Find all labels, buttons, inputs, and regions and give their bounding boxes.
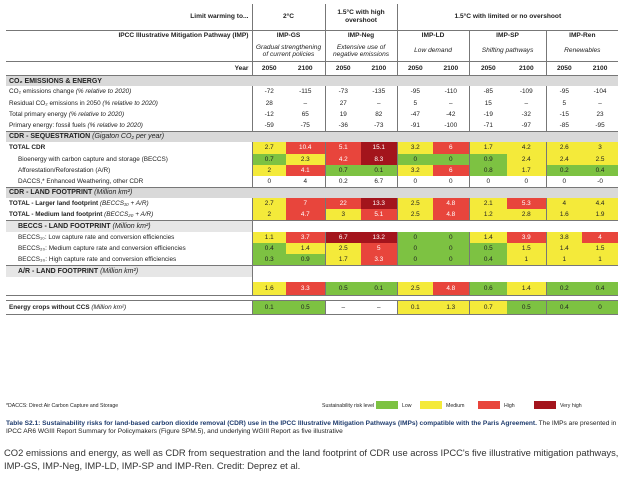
value-cell: 0 xyxy=(397,243,433,254)
value-cell: -42 xyxy=(446,110,456,118)
value-cell: 4.8 xyxy=(433,209,469,220)
value-cell: 4.2 xyxy=(507,142,546,153)
group-1-5c-high-overshoot: 1.5°C with high overshoot xyxy=(325,4,397,30)
row-label: TOTAL - Larger land footprint (BECCS₁₀ + A/R) xyxy=(9,200,149,208)
year-header: 2100 xyxy=(507,61,546,75)
value-cell: 0.8 xyxy=(469,165,507,176)
value-cell: 1.5 xyxy=(582,243,618,254)
value-cell: -75 xyxy=(300,121,310,129)
value-cell: 1 xyxy=(582,254,618,265)
value-cell: 3.7 xyxy=(286,232,325,243)
value-cell: 0 xyxy=(469,176,507,187)
group-2c: 2°C xyxy=(252,4,325,30)
pathway-desc: Low demand xyxy=(397,41,469,61)
value-cell: 2.5 xyxy=(397,198,433,209)
pathway-desc: Renewables xyxy=(546,41,618,61)
year-header: 2050 xyxy=(546,61,582,75)
legend-swatch-medium xyxy=(420,401,442,409)
value-cell: 6.7 xyxy=(374,177,384,185)
value-cell: 0 xyxy=(397,176,433,187)
legend-title: Sustainability risk level xyxy=(322,403,375,409)
pathway-desc: Extensive use of negative emissions xyxy=(325,41,397,61)
value-cell: 0.2 xyxy=(325,176,361,187)
pathway-desc: Shifting pathways xyxy=(469,41,546,61)
value-cell: 1.2 xyxy=(469,209,507,220)
value-cell: 2.5 xyxy=(325,243,361,254)
row-label: Total primary energy (% relative to 2020) xyxy=(9,110,125,118)
value-cell: 65 xyxy=(301,110,309,118)
legend-label-low: Low xyxy=(402,403,412,409)
value-cell: 0 xyxy=(397,232,433,243)
value-cell: 2.5 xyxy=(397,209,433,220)
value-cell: 0 xyxy=(546,176,582,187)
value-cell: -19 xyxy=(469,109,507,120)
pathway-desc: Gradual strengthening of current policies xyxy=(252,41,325,61)
value-cell: 8.3 xyxy=(361,154,397,165)
value-cell: 6 xyxy=(433,142,469,153)
value-cell: 0 xyxy=(397,254,433,265)
value-cell: 1.4 xyxy=(546,243,582,254)
value-cell: 2.8 xyxy=(507,209,546,220)
pathway-imp-neg: IMP-Neg xyxy=(325,30,397,41)
risk-table xyxy=(6,4,618,315)
value-cell: 5.1 xyxy=(361,209,397,220)
year-label: Year xyxy=(6,61,252,75)
value-cell: 5.1 xyxy=(325,142,361,153)
legend-swatch-high xyxy=(478,401,500,409)
value-cell: 0.4 xyxy=(582,165,618,176)
value-cell: 19 xyxy=(325,109,361,120)
section-beccs-land-footprint: BECCS - LAND FOOTPRINT (Million km²) xyxy=(6,221,252,232)
value-cell: – xyxy=(598,99,602,107)
value-cell: 2.4 xyxy=(546,154,582,165)
value-cell: 2.1 xyxy=(469,198,507,209)
row-label: DACCS,* Enhanced Weathering, other CDR xyxy=(18,177,144,185)
value-cell: 0.4 xyxy=(469,254,507,265)
value-cell: 1 xyxy=(507,254,546,265)
legend-label-high: High xyxy=(504,403,515,409)
value-cell: 5.3 xyxy=(507,198,546,209)
value-cell: 0 xyxy=(433,243,469,254)
value-cell: -72 xyxy=(252,86,286,97)
value-cell: -97 xyxy=(521,121,531,129)
limit-warming-label: Limit warming to... xyxy=(190,13,249,21)
risk-table-frame xyxy=(6,4,618,315)
value-cell: 7 xyxy=(286,198,325,209)
value-cell: 3.9 xyxy=(507,232,546,243)
value-cell: 4.7 xyxy=(286,209,325,220)
value-cell: -109 xyxy=(519,88,533,96)
value-cell: 5 xyxy=(397,98,433,109)
value-cell: 0.6 xyxy=(469,282,507,296)
value-cell: -73 xyxy=(325,86,361,97)
value-cell: 0.4 xyxy=(582,282,618,296)
row-label: Residual CO₂ emissions in 2050 (% relative to 2020) xyxy=(9,99,158,107)
value-cell: -95 xyxy=(397,86,433,97)
value-cell: -12 xyxy=(252,109,286,120)
value-cell: -47 xyxy=(397,109,433,120)
value-cell: 3.2 xyxy=(397,142,433,153)
value-cell: 0.3 xyxy=(252,254,286,265)
value-cell: 0.1 xyxy=(252,301,286,315)
value-cell: -95 xyxy=(546,86,582,97)
value-cell: -36 xyxy=(325,120,361,131)
value-cell: 1.7 xyxy=(469,142,507,153)
pathway-imp-gs: IMP-GS xyxy=(252,30,325,41)
value-cell: -110 xyxy=(444,88,457,96)
value-cell: 0.4 xyxy=(546,301,582,315)
value-cell: 0.7 xyxy=(469,301,507,315)
value-cell: 0.7 xyxy=(252,154,286,165)
value-cell: 15.1 xyxy=(361,142,397,153)
value-cell: 0.9 xyxy=(286,254,325,265)
caption-body: The IMPs are presented in IPCC AR6 WGIII Report Summary for Policymakers (Figure SPM.5), and underlying WGIII Report as five illustrative xyxy=(6,420,617,436)
value-cell: 0.9 xyxy=(469,154,507,165)
value-cell: -104 xyxy=(593,88,607,96)
pathway-label: IPCC Illustrative Mitigation Pathway (IMP) xyxy=(6,30,252,41)
value-cell: 4.2 xyxy=(325,154,361,165)
row-label: BECCS₁₀: Low capture rate and conversion efficiencies xyxy=(18,233,175,241)
value-cell: 10.4 xyxy=(286,142,325,153)
value-cell: 2 xyxy=(252,209,286,220)
value-cell: 1.7 xyxy=(325,254,361,265)
section-cdr-land-footprint: CDR - LAND FOOTPRINT (Million km²) xyxy=(6,187,618,198)
value-cell: -115 xyxy=(299,88,312,96)
year-header: 2050 xyxy=(469,61,507,75)
value-cell: 0.5 xyxy=(507,301,546,315)
value-cell: 1.4 xyxy=(507,282,546,296)
section-ar-land-footprint: A/R - LAND FOOTPRINT (Million km²) xyxy=(6,265,252,276)
row-label: Bioenergy with carbon capture and storage (BECCS) xyxy=(18,155,168,163)
row-label: Energy crops without CCS (Million km²) xyxy=(6,301,252,315)
value-cell: 0.5 xyxy=(286,301,325,315)
year-header: 2100 xyxy=(286,61,325,75)
value-cell: -32 xyxy=(521,110,531,118)
value-cell: 0.1 xyxy=(397,301,433,315)
value-cell: 82 xyxy=(375,110,383,118)
daccs-footnote: *DACCS: Direct Air Carbon Capture and Storage xyxy=(6,403,119,409)
value-cell: 0.7 xyxy=(325,165,361,176)
value-cell: 1.3 xyxy=(433,301,469,315)
value-cell: 0.1 xyxy=(361,282,397,296)
value-cell: 2.5 xyxy=(397,282,433,296)
pathway-imp-ren: IMP-Ren xyxy=(546,30,618,41)
value-cell: -71 xyxy=(469,120,507,131)
row-label: BECCS₂₀: Medium capture rate and conversion efficiencies xyxy=(18,245,186,253)
value-cell: – xyxy=(376,99,381,107)
row-label: Afforestation/Reforestation (A/R) xyxy=(18,166,111,174)
value-cell: 5 xyxy=(546,98,582,109)
caption-title: Table S2.1: Sustainability risks for land-based carbon dioxide removal (CDR) use in the IPCC Illustrative Mitigation Pathways (IMPs) compatible with the Paris Agreement. xyxy=(6,420,537,427)
value-cell: 0 xyxy=(433,232,469,243)
value-cell: – xyxy=(449,99,453,107)
legend-swatch-low xyxy=(376,401,398,409)
section-co2-energy: CO₂ EMISSIONS & ENERGY xyxy=(6,75,618,86)
value-cell: 22 xyxy=(325,198,361,209)
value-cell: 1.4 xyxy=(469,232,507,243)
value-cell: -73 xyxy=(374,121,384,129)
value-cell: 1.9 xyxy=(582,209,618,220)
value-cell: 13.3 xyxy=(361,198,397,209)
value-cell: 1.6 xyxy=(546,209,582,220)
value-cell: 3.3 xyxy=(361,254,397,265)
value-cell: 4.8 xyxy=(433,198,469,209)
value-cell: – xyxy=(325,301,361,315)
value-cell: 2.7 xyxy=(252,198,286,209)
year-header: 2050 xyxy=(397,61,433,75)
year-header: 2050 xyxy=(252,61,286,75)
value-cell: 0 xyxy=(433,254,469,265)
value-cell: 28 xyxy=(252,98,286,109)
legend-label-very-high: Very high xyxy=(560,403,582,409)
value-cell: 3 xyxy=(325,209,361,220)
value-cell: -91 xyxy=(397,120,433,131)
value-cell: 1.5 xyxy=(507,243,546,254)
value-cell: 5 xyxy=(361,243,397,254)
value-cell: 4.4 xyxy=(582,198,618,209)
value-cell: – xyxy=(524,99,529,107)
value-cell: 6.7 xyxy=(325,232,361,243)
value-cell: -0 xyxy=(597,177,603,185)
group-1-5c-limited-overshoot: 1.5°C with limited or no overshoot xyxy=(397,4,618,30)
row-label: TOTAL CDR xyxy=(9,144,46,152)
year-header: 2100 xyxy=(582,61,618,75)
value-cell: 0 xyxy=(524,177,529,185)
value-cell: 0.1 xyxy=(361,165,397,176)
value-cell: 2.7 xyxy=(252,142,286,153)
value-cell: 3.2 xyxy=(397,165,433,176)
value-cell: -135 xyxy=(372,88,386,96)
table-caption xyxy=(6,420,618,437)
year-header: 2100 xyxy=(433,61,469,75)
value-cell: -59 xyxy=(252,120,286,131)
value-cell: 1.4 xyxy=(286,243,325,254)
value-cell: -95 xyxy=(595,121,605,129)
row-label: TOTAL - Medium land footprint (BECCS₂₀ + A/R) xyxy=(9,211,154,219)
value-cell: 2.5 xyxy=(582,154,618,165)
value-cell: 0.5 xyxy=(469,243,507,254)
value-cell: 2.3 xyxy=(286,154,325,165)
value-cell: 0.2 xyxy=(546,282,582,296)
value-cell: -15 xyxy=(546,109,582,120)
value-cell: 1.6 xyxy=(252,282,286,296)
value-cell: 4 xyxy=(546,198,582,209)
legend xyxy=(6,400,618,412)
value-cell: 4.8 xyxy=(433,282,469,296)
value-cell: 23 xyxy=(596,110,604,118)
value-cell: 3.3 xyxy=(286,282,325,296)
value-cell: 6 xyxy=(433,165,469,176)
value-cell: 0.2 xyxy=(546,165,582,176)
value-cell: 4.1 xyxy=(286,165,325,176)
value-cell: 2.6 xyxy=(546,142,582,153)
year-header: 2100 xyxy=(361,61,397,75)
value-cell: 3.8 xyxy=(546,232,582,243)
legend-label-medium: Medium xyxy=(446,403,465,409)
value-cell: 4 xyxy=(582,232,618,243)
value-cell: 1.7 xyxy=(507,165,546,176)
value-cell: 0 xyxy=(397,154,433,165)
row-label xyxy=(6,282,252,296)
value-cell: 0 xyxy=(582,301,618,315)
value-cell: -85 xyxy=(546,120,582,131)
value-cell: 27 xyxy=(325,98,361,109)
value-cell: 15 xyxy=(469,98,507,109)
value-cell: 2.4 xyxy=(507,154,546,165)
value-cell: 1.1 xyxy=(252,232,286,243)
value-cell: 2 xyxy=(252,165,286,176)
value-cell: 1 xyxy=(546,254,582,265)
value-cell: 0.5 xyxy=(325,282,361,296)
pathway-imp-ld: IMP-LD xyxy=(397,30,469,41)
value-cell: – xyxy=(361,301,397,315)
row-label: CO₂ emissions change (% relative to 2020) xyxy=(9,88,132,96)
pathway-imp-sp: IMP-SP xyxy=(469,30,546,41)
value-cell: 0 xyxy=(433,154,469,165)
year-header: 2050 xyxy=(325,61,361,75)
legend-swatch-very-high xyxy=(534,401,556,409)
value-cell: 4 xyxy=(303,177,308,185)
value-cell: -85 xyxy=(469,86,507,97)
row-label: BECCS₃₀: High capture rate and conversion efficiencies xyxy=(18,256,177,264)
value-cell: 0 xyxy=(252,176,286,187)
row-label: Primary energy: fossil fuels (% relative to 2020) xyxy=(9,121,143,129)
value-cell: 3 xyxy=(582,142,618,153)
section-cdr-sequestration: CDR - SEQUESTRATION (Gigaton CO₂ per year) xyxy=(6,131,618,142)
value-cell: -100 xyxy=(444,121,458,129)
value-cell: 0.4 xyxy=(252,243,286,254)
value-cell: 13.2 xyxy=(361,232,397,243)
image-credit: CO2 emissions and energy, as well as CDR from sequestration and the land footprint of CDR use across IPCC's five illustrative mitigation pathways, IMP-GS, IMP-Neg, IMP-LD, IMP-SP and IMP-Ren. Credit: Deprez et al. xyxy=(4,447,619,471)
value-cell: 0 xyxy=(449,177,453,185)
value-cell: – xyxy=(303,99,308,107)
